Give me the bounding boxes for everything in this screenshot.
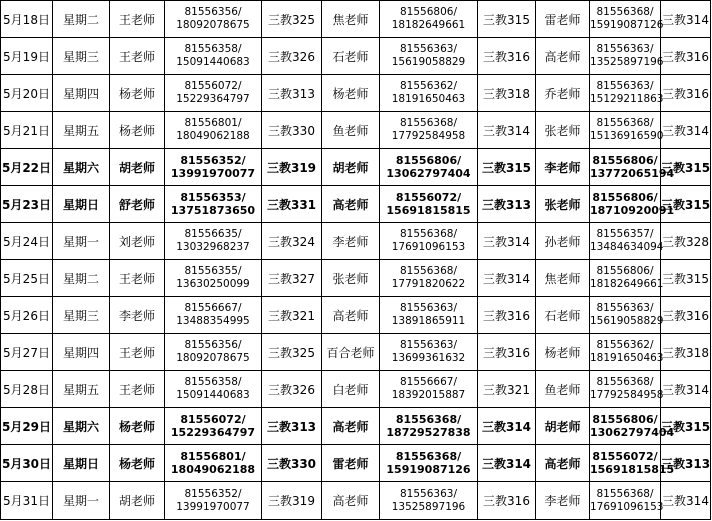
table-row: [1, 1, 711, 38]
s2-phone-cell: [380, 371, 478, 408]
table-row: [1, 186, 711, 223]
s2-phone-mobile: 17791820622: [391, 278, 466, 290]
s1-phone-mobile: 13032968237: [176, 241, 250, 253]
s2-phone-office: 81556806/: [395, 154, 462, 167]
s1-teacher-cell: 胡老师: [110, 149, 165, 186]
s2-phone-mobile: 13062797404: [386, 167, 471, 180]
s1-phone-mobile: 13488354995: [176, 315, 250, 327]
s3-phone-cell: [590, 408, 675, 445]
s3-teacher-cell: 李老师: [536, 149, 590, 186]
s1-phone-office: 81556352/: [180, 154, 246, 167]
s1-room-cell: 三教324: [262, 223, 322, 260]
s3-phone-office: 81556368/: [596, 117, 654, 129]
s3-phone-office: 81556363/: [596, 43, 654, 55]
weekday-cell: 星期一: [53, 482, 110, 520]
s2-phone-cell: [380, 408, 478, 445]
s2-teacher-cell: 杨老师: [322, 75, 380, 112]
s3-room-cell: 三教315: [661, 186, 711, 223]
s1-phone-cell: [165, 112, 262, 149]
s1-teacher-cell: 王老师: [110, 371, 165, 408]
weekday-cell: 星期四: [53, 334, 110, 371]
s3-room-cell: 三教318: [661, 334, 711, 371]
s1-phone-cell: [165, 38, 262, 75]
s1-teacher-cell: 李老师: [110, 297, 165, 334]
s2-phone-office: 81556363/: [400, 339, 457, 351]
s1-phone-office: 81556353/: [180, 191, 246, 204]
s3-phone-cell: [590, 260, 664, 297]
s3-teacher-cell: 张老师: [536, 112, 590, 149]
s1-room-cell: 三教321: [262, 297, 322, 334]
s3-room-cell: 三教315: [661, 149, 711, 186]
s3-phone-mobile: 15129211863: [590, 93, 664, 105]
s1-phone-cell: [165, 297, 262, 334]
s1-phone-office: 81556667/: [184, 302, 242, 314]
s3-room-cell: 三教314: [661, 1, 711, 38]
s2-room-cell: 三教316: [478, 38, 536, 75]
s1-phone-office: 81556356/: [184, 6, 242, 18]
s2-phone-office: 81556363/: [400, 487, 457, 500]
date-cell: 5月31日: [1, 482, 53, 520]
s1-phone-cell: [165, 1, 262, 38]
s2-phone-cell: [380, 223, 478, 260]
s2-phone-office: 81556368/: [400, 228, 457, 240]
s2-teacher-cell: 白老师: [322, 371, 380, 408]
s3-teacher-cell: 杨老师: [536, 334, 590, 371]
date-cell: 5月19日: [1, 38, 53, 75]
s2-teacher-cell: 鱼老师: [322, 112, 380, 149]
s3-phone-cell: [590, 149, 675, 186]
s1-phone-office: 81556356/: [184, 339, 242, 351]
s3-room-cell: 三教314: [661, 371, 711, 408]
s2-phone-office: 81556368/: [400, 117, 457, 129]
s3-phone-mobile: 13062797404: [590, 426, 675, 439]
s2-phone-office: 81556806/: [400, 6, 457, 18]
s3-phone-cell: [590, 223, 664, 260]
s3-teacher-cell: 石老师: [536, 297, 590, 334]
s3-room-cell: 三教314: [661, 482, 711, 520]
s3-phone-cell: [590, 482, 664, 520]
s2-phone-office: 81556362/: [400, 80, 457, 92]
s2-phone-office: 81556368/: [395, 413, 462, 426]
s2-room-cell: 三教316: [478, 334, 536, 371]
s1-room-cell: 三教319: [262, 149, 322, 186]
s3-phone-mobile: 17792584958: [590, 389, 664, 401]
s1-phone-mobile: 15229364797: [176, 93, 250, 105]
s2-room-cell: 三教314: [478, 260, 536, 297]
s3-teacher-cell: 高老师: [536, 445, 590, 482]
s3-teacher-cell: 李老师: [536, 482, 590, 520]
s1-phone-cell: [165, 223, 262, 260]
s2-teacher-cell: 石老师: [322, 38, 380, 75]
s2-teacher-cell: 胡老师: [322, 149, 380, 186]
date-cell: 5月24日: [1, 223, 53, 260]
s2-phone-mobile: 13699361632: [391, 352, 466, 364]
s2-teacher-cell: 高老师: [322, 482, 380, 520]
date-cell: 5月30日: [1, 445, 53, 482]
s1-phone-mobile: 13751873650: [170, 204, 256, 217]
date-cell: 5月18日: [1, 1, 53, 38]
s3-room-cell: 三教314: [661, 112, 711, 149]
s3-phone-cell: [590, 371, 664, 408]
s2-room-cell: 三教315: [478, 149, 536, 186]
s2-teacher-cell: 焦老师: [322, 1, 380, 38]
s1-phone-office: 81556358/: [184, 43, 242, 55]
s1-phone-cell: [165, 149, 262, 186]
s2-phone-office: 81556363/: [400, 302, 457, 314]
s3-phone-office: 81556363/: [596, 302, 654, 314]
table-row: [1, 223, 711, 260]
s3-phone-mobile: 18710920091: [590, 204, 675, 217]
s2-phone-cell: [380, 75, 478, 112]
s1-room-cell: 三教313: [262, 408, 322, 445]
s2-teacher-cell: 雷老师: [322, 445, 380, 482]
s2-teacher-cell: 百合老师: [322, 334, 380, 371]
s1-phone-mobile: 13630250099: [176, 278, 250, 290]
s2-phone-mobile: 15691815815: [386, 204, 471, 217]
s1-phone-mobile: 18049062188: [170, 463, 256, 476]
s1-room-cell: 三教330: [262, 445, 322, 482]
s3-teacher-cell: 焦老师: [536, 260, 590, 297]
weekday-cell: 星期五: [53, 112, 110, 149]
s2-phone-cell: [380, 186, 478, 223]
s3-phone-cell: [590, 38, 664, 75]
s2-phone-mobile: 18392015887: [391, 389, 466, 401]
s3-room-cell: 三教315: [661, 260, 711, 297]
weekday-cell: 星期四: [53, 75, 110, 112]
s3-phone-cell: [590, 297, 664, 334]
date-cell: 5月28日: [1, 371, 53, 408]
s2-room-cell: 三教321: [478, 371, 536, 408]
s2-room-cell: 三教314: [478, 223, 536, 260]
s3-room-cell: 三教328: [661, 223, 711, 260]
s1-phone-mobile: 13991970077: [170, 167, 256, 180]
s1-phone-mobile: 18049062188: [176, 130, 250, 142]
s2-teacher-cell: 高老师: [322, 186, 380, 223]
s2-phone-mobile: 18729527838: [386, 426, 471, 439]
weekday-cell: 星期日: [53, 445, 110, 482]
table-row: [1, 38, 711, 75]
s3-teacher-cell: 高老师: [536, 38, 590, 75]
s3-teacher-cell: 张老师: [536, 186, 590, 223]
s1-phone-cell: [165, 334, 262, 371]
weekday-cell: 星期日: [53, 186, 110, 223]
s1-phone-cell: [165, 482, 262, 520]
s1-teacher-cell: 杨老师: [110, 408, 165, 445]
s1-phone-office: 81556801/: [180, 450, 246, 463]
s1-room-cell: 三教313: [262, 75, 322, 112]
s2-phone-cell: [380, 38, 478, 75]
s3-phone-cell: [590, 186, 675, 223]
weekday-cell: 星期二: [53, 260, 110, 297]
s2-room-cell: 三教313: [478, 186, 536, 223]
s1-room-cell: 三教327: [262, 260, 322, 297]
s1-room-cell: 三教331: [262, 186, 322, 223]
s1-phone-office: 81556635/: [184, 228, 242, 240]
date-cell: 5月23日: [1, 186, 53, 223]
s2-teacher-cell: 高老师: [322, 408, 380, 445]
s3-phone-office: 81556368/: [596, 487, 654, 500]
s1-phone-office: 81556352/: [184, 487, 242, 500]
table-row: [1, 149, 711, 186]
weekday-cell: 星期一: [53, 223, 110, 260]
date-cell: 5月20日: [1, 75, 53, 112]
s3-phone-office: 81556806/: [596, 265, 654, 277]
s1-phone-cell: [165, 75, 262, 112]
s2-phone-cell: [380, 112, 478, 149]
s3-phone-mobile: 15919087126: [590, 19, 664, 31]
s2-phone-cell: [380, 297, 478, 334]
s3-room-cell: 三教315: [661, 408, 711, 445]
s2-phone-cell: [380, 482, 478, 520]
s3-phone-mobile: 13772065194: [590, 167, 675, 180]
s2-room-cell: 三教316: [478, 482, 536, 520]
s1-room-cell: 三教330: [262, 112, 322, 149]
s3-phone-office: 81556806/: [592, 413, 658, 426]
s3-phone-office: 81556806/: [592, 154, 658, 167]
s3-phone-cell: [590, 112, 664, 149]
s1-teacher-cell: 王老师: [110, 260, 165, 297]
s3-room-cell: 三教316: [661, 38, 711, 75]
s3-phone-mobile: 13484634094: [590, 241, 664, 253]
date-cell: 5月21日: [1, 112, 53, 149]
table-row: [1, 482, 711, 520]
duty-table-body: [1, 1, 711, 520]
s3-room-cell: 三教316: [661, 297, 711, 334]
table-row: [1, 297, 711, 334]
s3-teacher-cell: 胡老师: [536, 408, 590, 445]
s1-phone-office: 81556801/: [184, 117, 242, 129]
s3-phone-office: 81556072/: [592, 450, 658, 463]
s1-phone-cell: [165, 186, 262, 223]
weekday-cell: 星期三: [53, 297, 110, 334]
s2-phone-mobile: 17792584958: [391, 130, 466, 142]
s2-room-cell: 三教314: [478, 408, 536, 445]
s3-phone-office: 81556362/: [596, 339, 654, 351]
s2-teacher-cell: 李老师: [322, 223, 380, 260]
s1-phone-mobile: 15229364797: [170, 426, 256, 439]
s3-room-cell: 三教313: [661, 445, 711, 482]
s1-room-cell: 三教325: [262, 334, 322, 371]
s1-teacher-cell: 胡老师: [110, 482, 165, 520]
weekday-cell: 星期六: [53, 408, 110, 445]
date-cell: 5月25日: [1, 260, 53, 297]
s3-phone-cell: [590, 445, 675, 482]
s3-teacher-cell: 雷老师: [536, 1, 590, 38]
date-cell: 5月27日: [1, 334, 53, 371]
s2-phone-office: 81556363/: [400, 43, 457, 55]
s2-phone-cell: [380, 149, 478, 186]
s3-phone-cell: [590, 334, 664, 371]
date-cell: 5月22日: [1, 149, 53, 186]
weekday-cell: 星期六: [53, 149, 110, 186]
s3-phone-mobile: 18191650463: [590, 352, 664, 364]
s1-phone-cell: [165, 445, 262, 482]
s2-phone-office: 81556667/: [400, 376, 457, 388]
s3-phone-office: 81556363/: [596, 80, 654, 92]
s2-room-cell: 三教315: [478, 1, 536, 38]
s1-phone-mobile: 15091440683: [176, 56, 250, 68]
s3-teacher-cell: 乔老师: [536, 75, 590, 112]
table-row: [1, 75, 711, 112]
s1-room-cell: 三教325: [262, 1, 322, 38]
table-row: [1, 260, 711, 297]
s1-phone-cell: [165, 408, 262, 445]
s1-teacher-cell: 王老师: [110, 334, 165, 371]
s3-phone-mobile: 13525897196: [590, 56, 664, 68]
weekday-cell: 星期三: [53, 38, 110, 75]
date-cell: 5月29日: [1, 408, 53, 445]
table-row: [1, 371, 711, 408]
s2-phone-office: 81556368/: [400, 265, 457, 277]
s2-phone-mobile: 17691096153: [391, 241, 466, 253]
s1-teacher-cell: 王老师: [110, 38, 165, 75]
s3-teacher-cell: 鱼老师: [536, 371, 590, 408]
s2-phone-mobile: 15919087126: [386, 463, 471, 476]
s1-phone-mobile: 18092078675: [176, 352, 250, 364]
s3-phone-office: 81556357/: [596, 228, 654, 240]
s3-phone-cell: [590, 75, 664, 112]
weekday-cell: 星期二: [53, 1, 110, 38]
s1-room-cell: 三教326: [262, 371, 322, 408]
s1-teacher-cell: 王老师: [110, 1, 165, 38]
date-cell: 5月26日: [1, 297, 53, 334]
s2-phone-office: 81556072/: [395, 191, 462, 204]
table-row: [1, 334, 711, 371]
s2-phone-mobile: 18182649661: [391, 19, 466, 31]
s1-phone-office: 81556358/: [184, 376, 242, 388]
s1-teacher-cell: 杨老师: [110, 75, 165, 112]
s1-phone-office: 81556072/: [180, 413, 246, 426]
s2-phone-mobile: 13891865911: [391, 315, 466, 327]
s2-phone-mobile: 18191650463: [391, 93, 466, 105]
table-row: [1, 408, 711, 445]
s2-phone-cell: [380, 334, 478, 371]
s2-phone-cell: [380, 1, 478, 38]
s3-phone-mobile: 15619058829: [590, 315, 664, 327]
s2-room-cell: 三教318: [478, 75, 536, 112]
s3-phone-office: 81556368/: [596, 6, 654, 18]
table-row: [1, 445, 711, 482]
s1-phone-cell: [165, 371, 262, 408]
s1-teacher-cell: 舒老师: [110, 186, 165, 223]
s2-phone-cell: [380, 260, 478, 297]
s1-phone-office: 81556072/: [184, 80, 242, 92]
s3-phone-office: 81556806/: [592, 191, 658, 204]
s3-phone-office: 81556368/: [596, 376, 654, 388]
s1-teacher-cell: 杨老师: [110, 112, 165, 149]
s1-room-cell: 三教326: [262, 38, 322, 75]
s2-phone-office: 81556368/: [395, 450, 462, 463]
s1-room-cell: 三教319: [262, 482, 322, 520]
s1-teacher-cell: 杨老师: [110, 445, 165, 482]
s1-phone-mobile: 18092078675: [176, 19, 250, 31]
s2-room-cell: 三教314: [478, 445, 536, 482]
s2-room-cell: 三教314: [478, 112, 536, 149]
s2-phone-mobile: 15619058829: [391, 56, 466, 68]
s3-phone-mobile: 15691815815: [590, 463, 675, 476]
s2-teacher-cell: 张老师: [322, 260, 380, 297]
s3-phone-mobile: 18182649661: [590, 278, 664, 290]
s2-phone-cell: [380, 445, 478, 482]
s2-teacher-cell: 高老师: [322, 297, 380, 334]
s3-phone-mobile: 15136916590: [590, 130, 664, 142]
s2-room-cell: 三教316: [478, 297, 536, 334]
s3-room-cell: 三教316: [661, 75, 711, 112]
s1-teacher-cell: 刘老师: [110, 223, 165, 260]
s2-phone-mobile: 13525897196: [391, 500, 466, 513]
s3-teacher-cell: 孙老师: [536, 223, 590, 260]
table-row: [1, 112, 711, 149]
s1-phone-cell: [165, 260, 262, 297]
s1-phone-mobile: 13991970077: [176, 500, 250, 513]
s1-phone-mobile: 15091440683: [176, 389, 250, 401]
s3-phone-mobile: 17691096153: [590, 500, 664, 513]
s3-phone-cell: [590, 1, 664, 38]
weekday-cell: 星期五: [53, 371, 110, 408]
s1-phone-office: 81556355/: [184, 265, 242, 277]
